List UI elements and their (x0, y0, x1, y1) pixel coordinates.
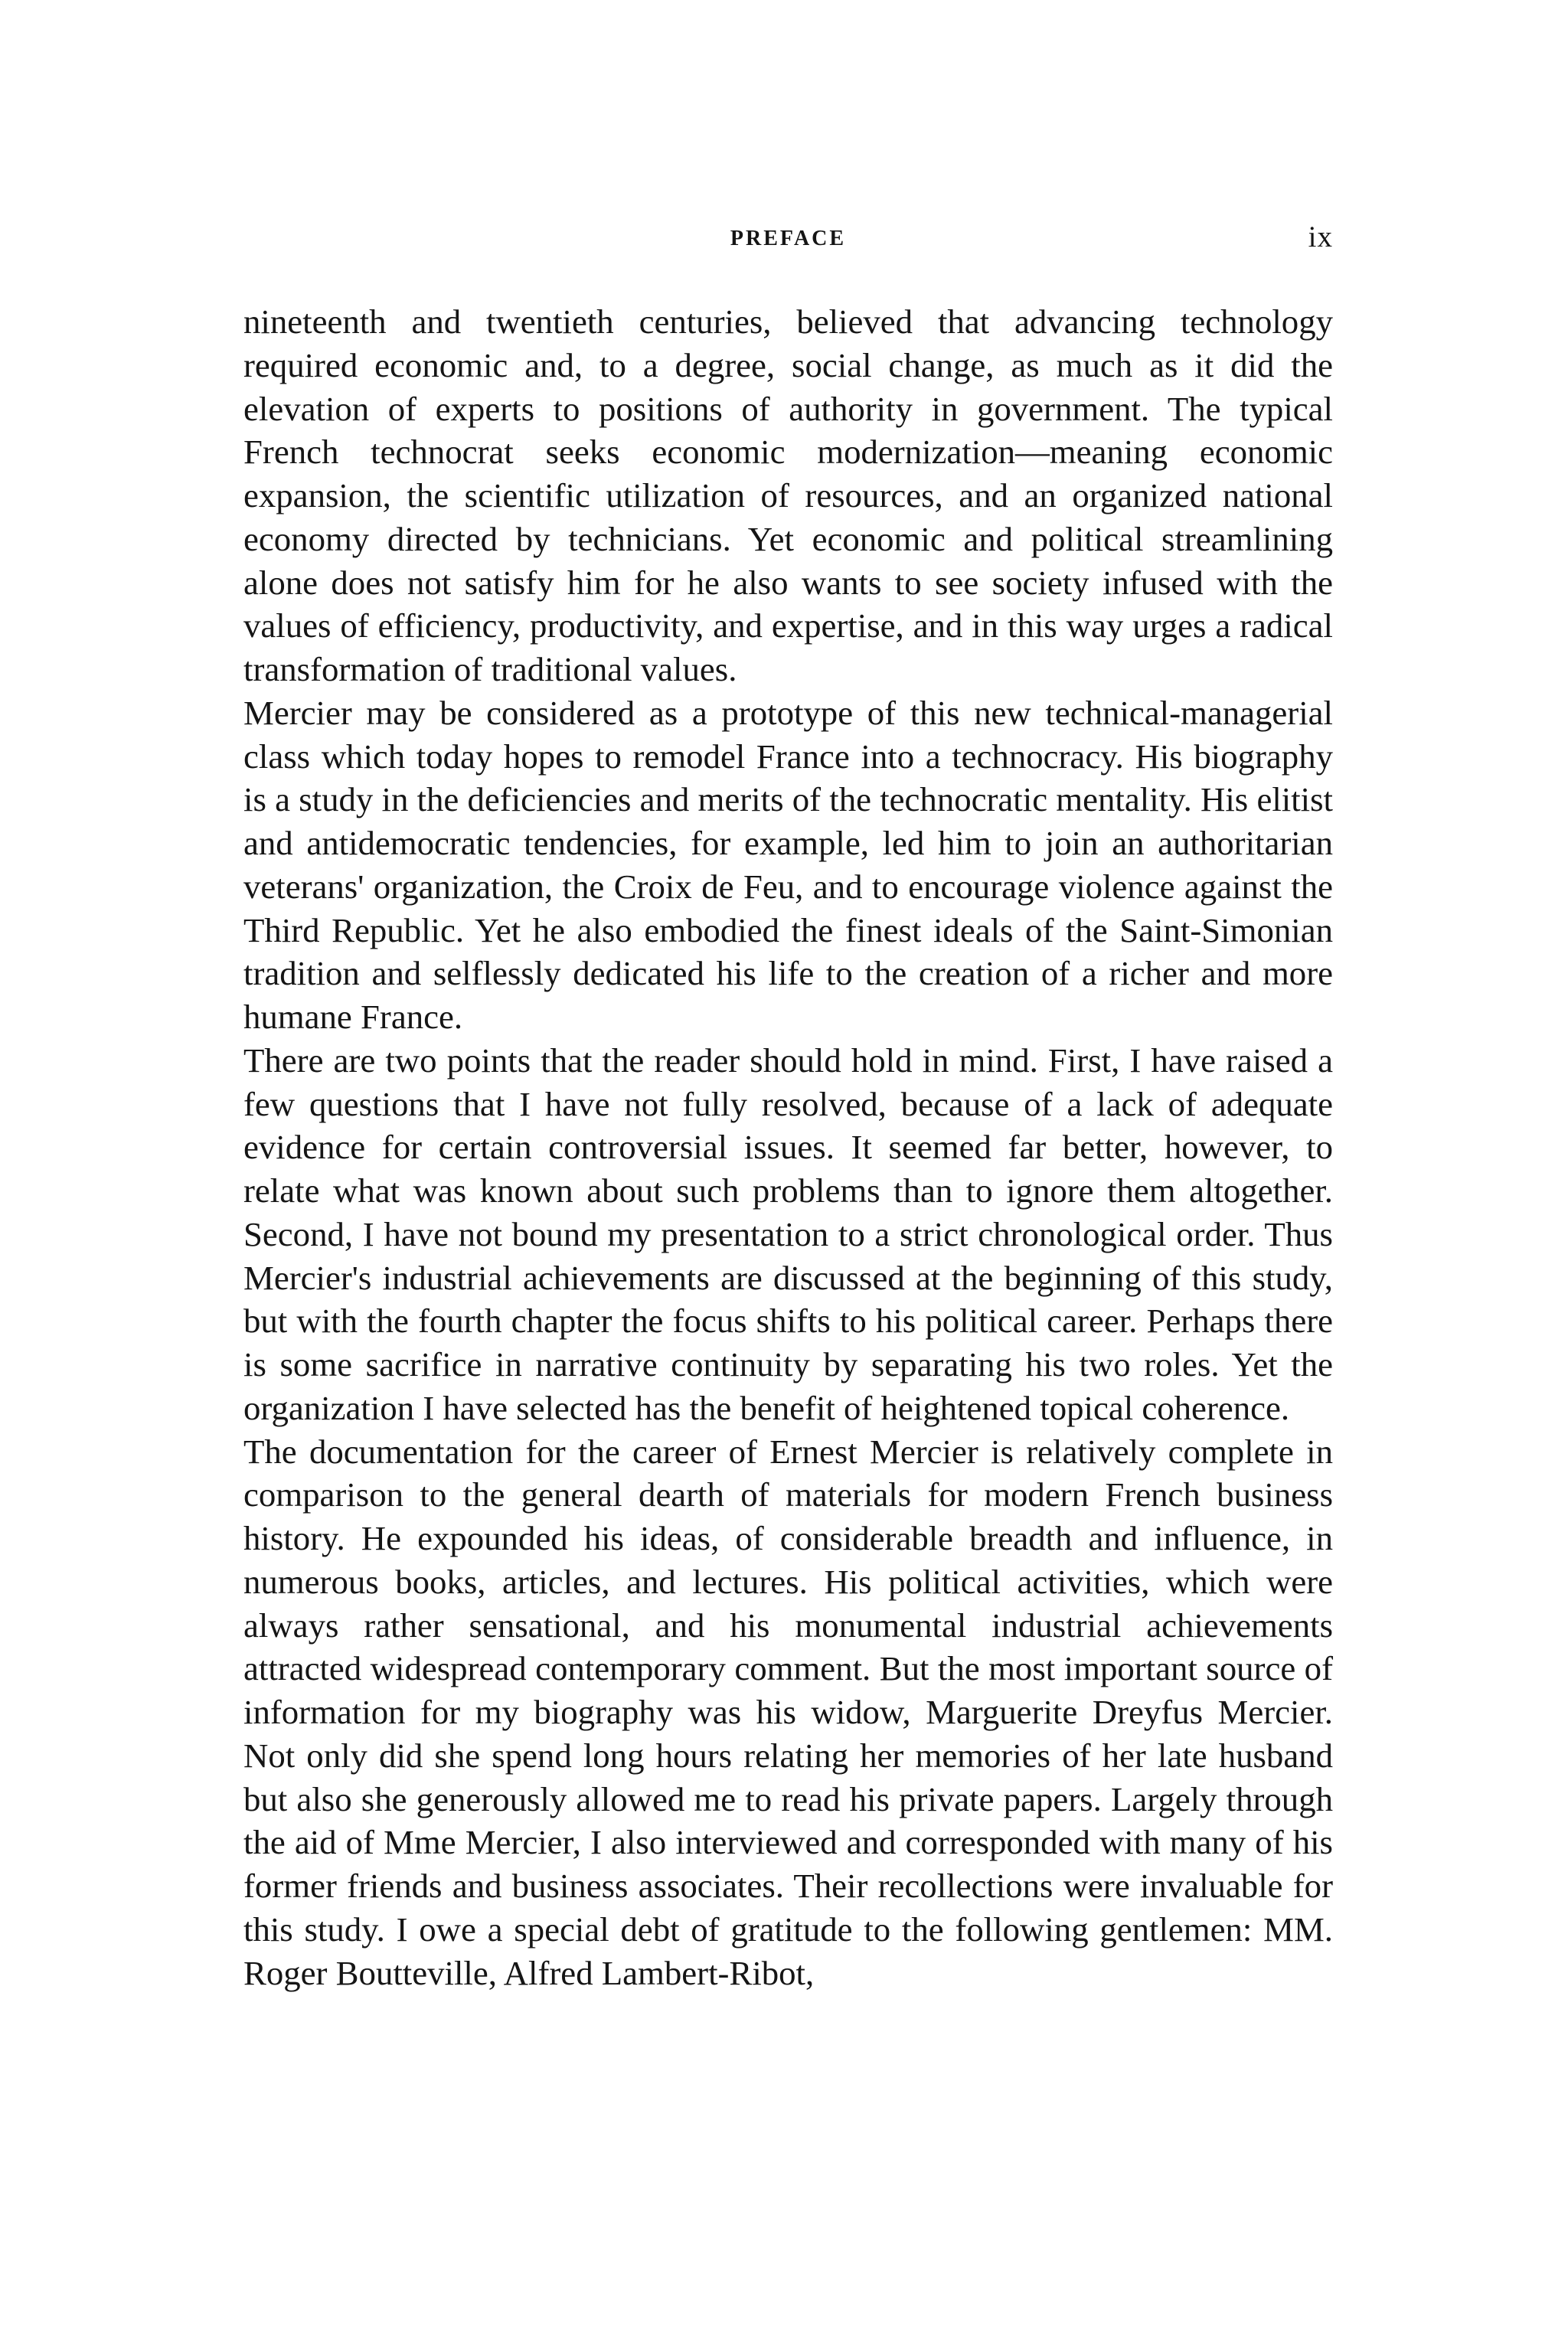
running-title: PREFACE (730, 227, 847, 250)
paragraph-continuation: nineteenth and twentieth centuries, believed that advancing technology required economic and, to a degree, social change, as much as it did the elevation of experts to positions of authority in government. The typical French technocrat seeks economic modernization—meaning economic expansion, the scientific utilization of resources, and an organized national economy directed by technicians. Yet economic and political streamlining alone does not satisfy him for he also wants to see society infused with the values of efficiency, productivity, and expertise, and in this way urges a radical transformation of traditional values. (243, 302, 1333, 688)
running-head (243, 220, 1333, 270)
preface-body (243, 300, 1333, 1994)
paragraph-documentation: The documentation for the career of Ernest Mercier is relatively complete in comparison to the general dearth of materials for modern French business history. He expounded his ideas, of considerable breadth and influence, in numerous books, articles, and lectures. His political activities, which were always rather sensational, and his monumental industrial achievements attracted widespread contemporary comment. But the most important source of information for my biography was his widow, Marguerite Dreyfus Mercier. Not only did she spend long hours relating her memories of her late husband but also she generously allowed me to read his private papers. Largely through the aid of Mme Mercier, I also interviewed and corresponded with many of his former friends and business associates. Their recollections were invaluable for this study. I owe a special debt of gratitude to the following gentlemen: MM. Roger Boutteville, Alfred Lambert-Ribot, (243, 1432, 1333, 1992)
page-number: ix (1308, 220, 1333, 253)
paragraph-mercier-prototype: Mercier may be considered as a prototype of this new technical-managerial class which today hopes to remodel France into a technocracy. His biography is a study in the deficiencies and merits of the technocratic mentality. His elitist and antidemocratic tendencies, for example, led him to join an authoritarian veterans' organization, the Croix de Feu, and to encourage violence against the Third Republic. Yet he also embodied the finest ideals of the Saint-Simonian tradition and selflessly dedicated his life to the creation of a richer and more humane France. (243, 693, 1333, 1036)
paragraph-two-points: There are two points that the reader should hold in mind. First, I have raised a few questions that I have not fully resolved, because of a lack of adequate evidence for certain controversial issues. It seemed far better, however, to relate what was known about such problems than to ignore them altogether. Second, I have not bound my presentation to a strict chronological order. Thus Mercier's industrial achievements are discussed at the beginning of this study, but with the fourth chapter the focus shifts to his political career. Perhaps there is some sacrifice in narrative continuity by separating his two roles. Yet the organization I have selected has the benefit of heightened topical coherence. (243, 1040, 1333, 1427)
